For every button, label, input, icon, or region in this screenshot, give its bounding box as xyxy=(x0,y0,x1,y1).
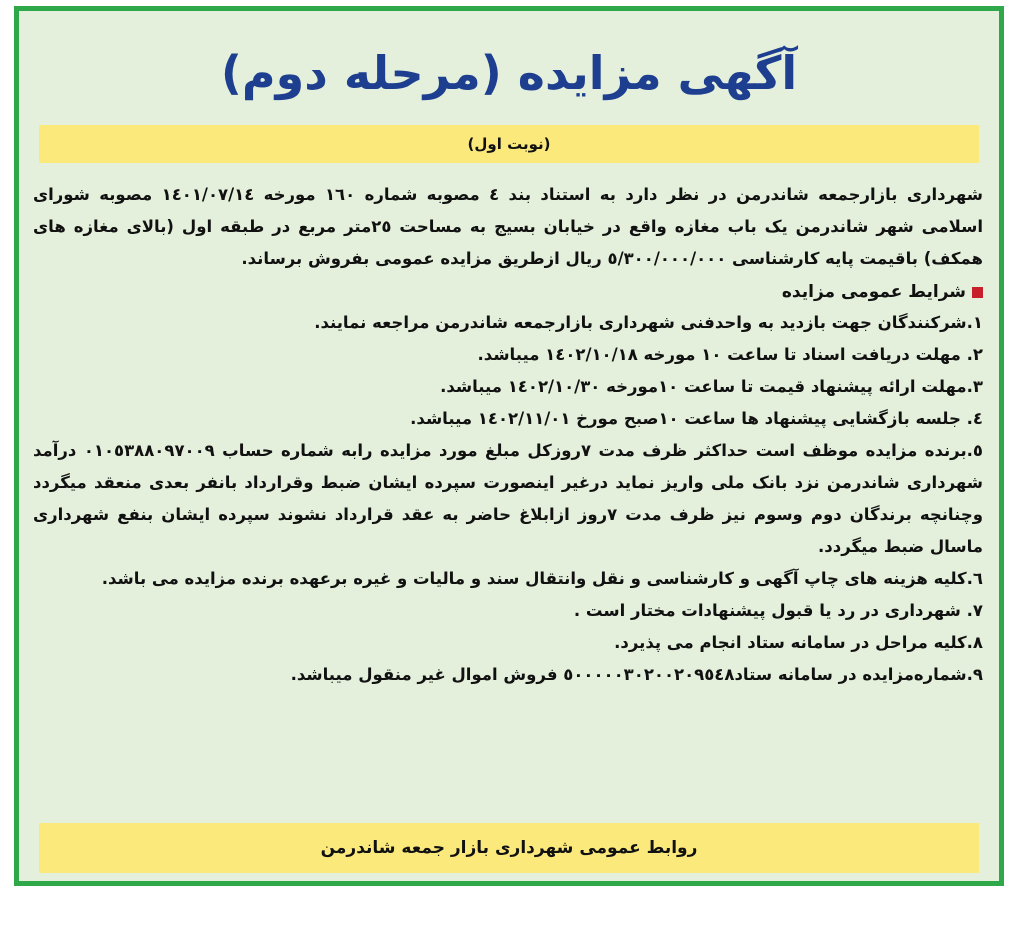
red-square-bullet-icon xyxy=(972,287,983,298)
condition-item: ٤. جلسه بازگشایی پیشنهاد ها ساعت ١٠صبح مورخ ١٤٠٢/١١/٠١ میباشد. xyxy=(410,409,983,428)
round-label: (نوبت اول) xyxy=(39,125,979,163)
condition-item: ٩.شماره‌مزایده در سامانه ستاد٥٠٠٠٠٠٣٠٢٠٠٢٠٩٥٤٨ فروش اموال غیر منقول میباشد. xyxy=(290,665,983,684)
conditions-list xyxy=(33,307,983,691)
ad-title: آگهی مزایده (مرحله دوم) xyxy=(220,46,798,100)
conditions-heading xyxy=(33,277,983,307)
auction-ad xyxy=(14,6,1004,886)
ad-body xyxy=(33,179,983,691)
condition-item: ١.شرکنندگان جهت بازدید به واحدفنی شهرداری بازارجمعه شاندرمن مراجعه نمایند. xyxy=(314,313,983,332)
condition-item: ٨.کلیه مراحل در سامانه ستاد انجام می پذیرد. xyxy=(614,633,983,652)
conditions-heading-text: شرایط عمومی مزایده xyxy=(781,282,966,302)
condition-item: ٥.برنده مزایده موظف است حداکثر ظرف مدت ٧روزکل مبلغ مورد مزایده رابه شماره حساب ٠١٠٥٣٨٨٠٩٧٠٠٩ درآمد شهرداری شاندرمن نزد بانک ملی واریز نماید درغیر اینصورت سپرده ایشان ضبط وقرارداد بانفر بعدی منعقد میگردد وچنانچه برندگان دوم وسوم نیز ظرف مدت ٧روز ازابلاغ حاضر به عقد قرارداد نشوند سپرده ایشان بنفع شهرداری ماسال ضبط میگردد. xyxy=(33,441,983,556)
condition-item: ٣.مهلت ارائه پیشنهاد قیمت تا ساعت ١٠مورخه ١٤٠٢/١٠/٣٠ میباشد. xyxy=(440,377,983,396)
footer-signature: روابط عمومی شهرداری بازار جمعه شاندرمن xyxy=(39,823,979,873)
intro-paragraph: شهرداری بازارجمعه شاندرمن در نظر دارد به استناد بند ٤ مصوبه شماره ١٦٠ مورخه ١٤٠١/٠٧/١٤ مصوبه شورای اسلامی شهر شاندرمن یک باب مغازه واقع در خیابان بسیج به مساحت ٢٥متر مربع در طبقه اول (بالای مغازه های همکف) باقیمت پایه کارشناسی ٥/٣٠٠/٠٠٠/٠٠٠ ریال ازطریق مزایده عمومی بفروش برساند. xyxy=(33,185,984,268)
condition-item: ٧. شهرداری در رد یا قبول پیشنهادات مختار است . xyxy=(573,601,983,620)
condition-item: ٦.کلیه هزینه های چاپ آگهی و کارشناسی و نقل وانتقال سند و مالیات و غیره برعهده برنده مزایده می باشد. xyxy=(101,569,983,588)
condition-item: ٢. مهلت دریافت اسناد تا ساعت ١٠ مورخه ١٤٠٢/١٠/١٨ میباشد. xyxy=(477,345,983,364)
